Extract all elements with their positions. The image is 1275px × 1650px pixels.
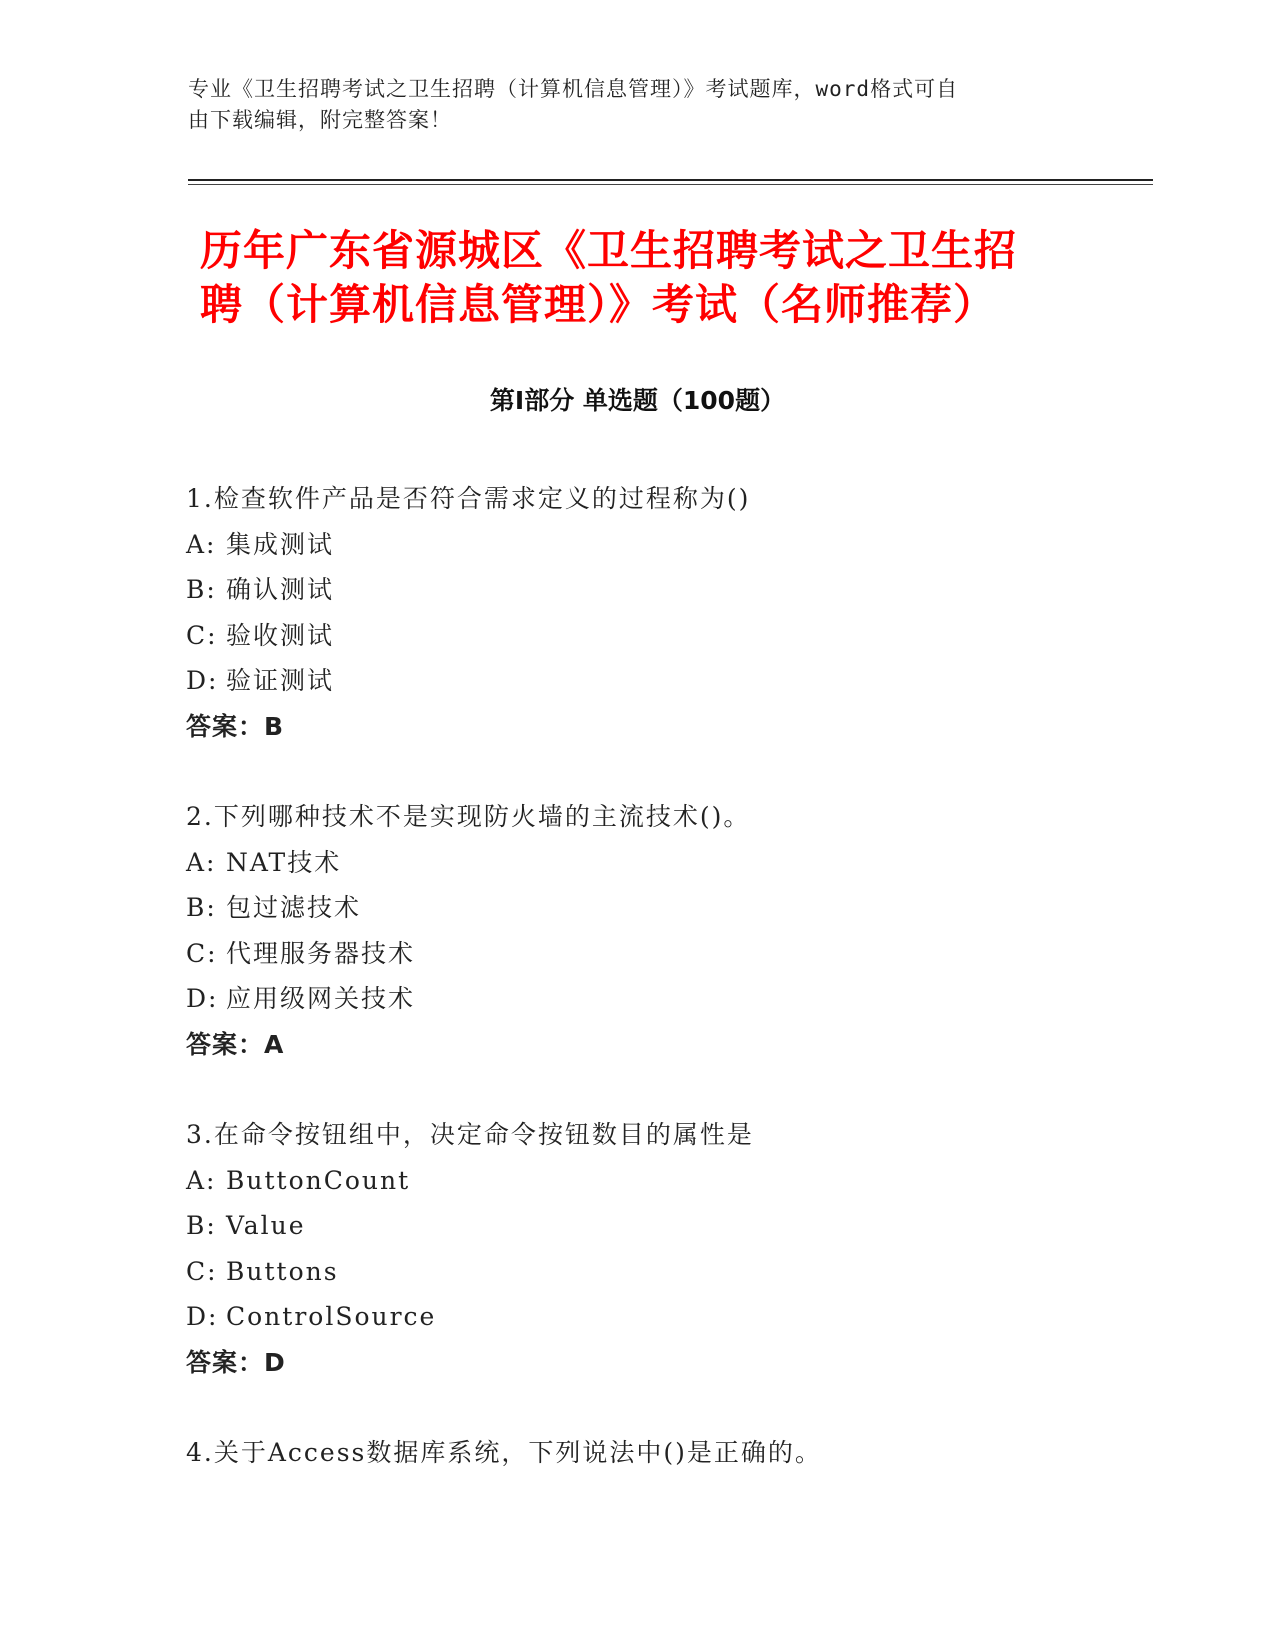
option-text: Buttons xyxy=(226,1256,339,1286)
option-letter: C: xyxy=(186,620,218,650)
header-note xyxy=(188,74,1088,136)
answer-line: 答案：A xyxy=(186,1029,285,1059)
option-letter: A: xyxy=(186,529,217,559)
option-letter: A: xyxy=(186,1165,217,1195)
question-2 xyxy=(186,794,1146,1067)
question-stem: 4.关于Access数据库系统，下列说法中()是正确的。 xyxy=(186,1438,822,1467)
option-letter: C: xyxy=(186,938,218,968)
header-divider-thick xyxy=(188,179,1153,181)
question-list xyxy=(186,476,1146,1521)
document-title-line-2: 聘（计算机信息管理）》考试（名师推荐） xyxy=(200,280,997,329)
option-d xyxy=(186,658,1146,704)
option-letter: A: xyxy=(186,847,217,877)
option-a xyxy=(186,840,1146,886)
answer-line: 答案：D xyxy=(186,1347,286,1377)
option-text: ControlSource xyxy=(226,1302,437,1331)
option-c xyxy=(186,1249,1146,1295)
option-letter: D: xyxy=(186,666,219,695)
document-title-line-1: 历年广东省源城区《卫生招聘考试之卫生招 xyxy=(200,226,1018,275)
option-text: 验证测试 xyxy=(226,666,335,695)
option-letter: B: xyxy=(186,575,217,604)
question-stem: 2.下列哪种技术不是实现防火墙的主流技术()。 xyxy=(186,802,751,831)
option-letter: D: xyxy=(186,1302,219,1331)
option-letter: B: xyxy=(186,893,217,922)
option-letter: C: xyxy=(186,1256,218,1286)
option-a xyxy=(186,522,1146,568)
option-b xyxy=(186,567,1146,613)
question-stem: 1.检查软件产品是否符合需求定义的过程称为() xyxy=(186,484,751,513)
option-c xyxy=(186,613,1146,659)
header-note-line-2: 由下载编辑，附完整答案！ xyxy=(188,108,452,132)
option-text: 应用级网关技术 xyxy=(226,984,416,1013)
option-c xyxy=(186,931,1146,977)
option-text: ButtonCount xyxy=(226,1165,411,1195)
option-b xyxy=(186,885,1146,931)
option-letter: D: xyxy=(186,984,219,1013)
option-a xyxy=(186,1158,1146,1204)
header-note-line-1: 专业《卫生招聘考试之卫生招聘（计算机信息管理）》考试题库，word格式可自 xyxy=(188,77,959,101)
option-d xyxy=(186,1294,1146,1340)
option-text: 代理服务器技术 xyxy=(226,938,416,968)
header-divider-thin xyxy=(188,184,1153,185)
option-text: 确认测试 xyxy=(226,575,335,604)
option-text: 验收测试 xyxy=(226,620,335,650)
section-title: 第Ⅰ部分 单选题（100题） xyxy=(489,386,786,415)
option-text: Value xyxy=(226,1211,306,1240)
question-3 xyxy=(186,1112,1146,1385)
option-letter: B: xyxy=(186,1211,217,1240)
option-text: 包过滤技术 xyxy=(226,893,362,922)
option-b xyxy=(186,1203,1146,1249)
question-1 xyxy=(186,476,1146,749)
option-text: NAT技术 xyxy=(226,847,342,877)
option-text: 集成测试 xyxy=(226,529,335,559)
option-d xyxy=(186,976,1146,1022)
question-stem: 3.在命令按钮组中，决定命令按钮数目的属性是 xyxy=(186,1120,754,1149)
answer-line: 答案：B xyxy=(186,711,285,741)
document-title xyxy=(200,224,1080,332)
question-4 xyxy=(186,1430,1146,1476)
